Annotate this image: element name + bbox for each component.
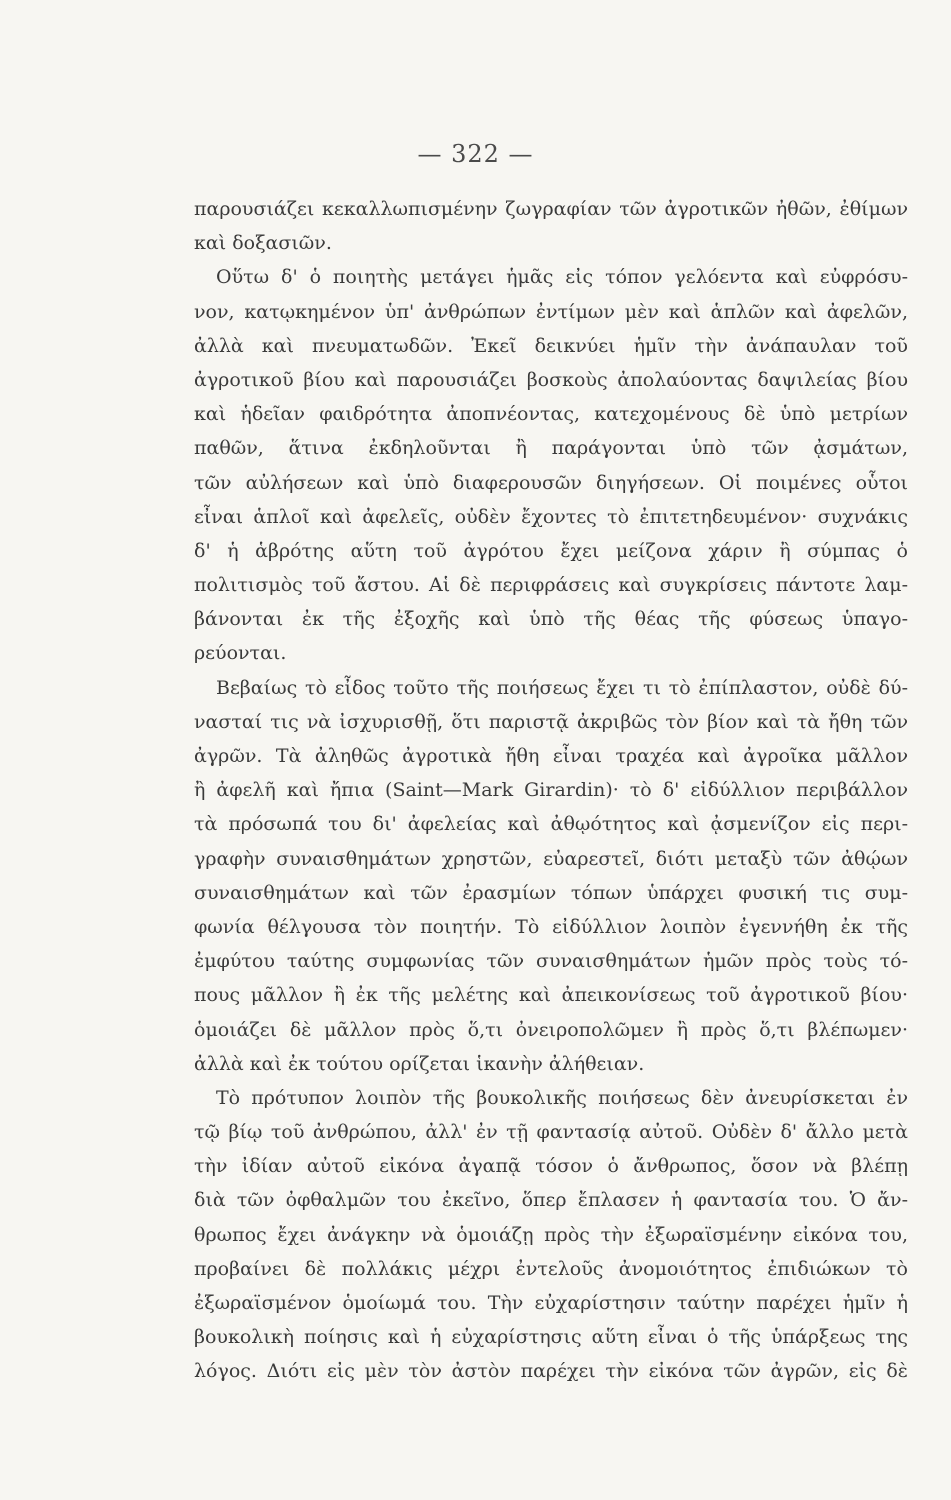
text-line: καὶ ἡδεῖαν φαιδρότητα ἀποπνέοντας, κατεχομένους δὲ ὑπὸ μετρίων	[194, 403, 908, 426]
text-line: φωνία θέλγουσα τὸν ποιητήν. Τὸ εἰδύλλιον λοιπὸν ἐγεννήθη ἐκ τῆς	[194, 915, 908, 938]
text-line: ὁμοιάζει δὲ μᾶλλον πρὸς ὅ,τι ὀνειροπολῶμεν ἢ πρὸς ὅ,τι βλέπωμεν·	[194, 1018, 908, 1041]
text-line: ἐμφύτου ταύτης συμφωνίας τῶν συναισθημάτων ἡμῶν πρὸς τοὺς τό-	[194, 950, 908, 973]
text-line: τῶν αὐλήσεων καὶ ὑπὸ διαφερουσῶν διηγήσεων. Οἱ ποιμένες οὗτοι	[194, 471, 908, 494]
text-line: ἢ ἀφελῆ καὶ ἤπια (Saint—Mark Girardin)· τὸ δ' εἰδύλλιον περιβάλλον	[194, 779, 908, 802]
text-line: γραφὴν συναισθημάτων χρηστῶν, εὐαρεστεῖ, διότι μεταξὺ τῶν ἀθῴων	[194, 847, 908, 870]
text-line: λόγος. Διότι εἰς μὲν τὸν ἀστὸν παρέχει τὴν εἰκόνα τῶν ἀγρῶν, εἰς δὲ	[194, 1360, 908, 1383]
text-line: τῷ βίῳ τοῦ ἀνθρώπου, ἀλλ' ἐν τῇ φαντασίᾳ αὐτοῦ. Οὐδὲν δ' ἄλλο μετὰ	[194, 1121, 908, 1144]
text-line: καὶ δοξασιῶν.	[194, 232, 332, 255]
text-line: παρουσιάζει κεκαλλωπισμένην ζωγραφίαν τῶν ἀγροτικῶν ἠθῶν, ἐθίμων	[194, 198, 908, 220]
text-line: παθῶν, ἅτινα ἐκδηλοῦνται ἢ παράγονται ὑπὸ τῶν ᾀσμάτων,	[194, 437, 908, 460]
text-line: βάνονται ἐκ τῆς ἐξοχῆς καὶ ὑπὸ τῆς θέας τῆς φύσεως ὑπαγο-	[194, 608, 908, 631]
text-line: ἀλλὰ καὶ πνευματωδῶν. Ἐκεῖ δεικνύει ἡμῖν τὴν ἀνάπαυλαν τοῦ	[194, 334, 908, 357]
text-line: νον, κατῳκημένον ὑπ' ἀνθρώπων ἐντίμων μὲν καὶ ἁπλῶν καὶ ἀφελῶν,	[194, 300, 908, 323]
text-line: ἀγροτικοῦ βίου καὶ παρουσιάζει βοσκοὺς ἀπολαύοντας δαψιλείας βίου	[194, 368, 908, 391]
text-line: ἐξωραϊσμένον ὁμοίωμά του. Τὴν εὐχαρίστησιν ταύτην παρέχει ἡμῖν ἡ	[194, 1292, 908, 1314]
paragraph-start-line: Οὕτω δ' ὁ ποιητὴς μετάγει ἡμᾶς εἰς τόπον γελόεντα καὶ εὐφρόσυ-	[216, 266, 908, 289]
text-line: εἶναι ἁπλοῖ καὶ ἀφελεῖς, οὐδὲν ἔχοντες τὸ ἐπιτετηδευμένον· συχνάκις	[194, 505, 908, 528]
text-line: ρεύονται.	[194, 642, 287, 665]
paragraph-start-line: Τὸ πρότυπον λοιπὸν τῆς βουκολικῆς ποιήσεως δὲν ἀνευρίσκεται ἐν	[216, 1086, 908, 1109]
text-line: τὴν ἰδίαν αὐτοῦ εἰκόνα ἀγαπᾷ τόσον ὁ ἄνθρωπος, ὅσον νὰ βλέπῃ	[194, 1155, 908, 1178]
text-line: ἀλλὰ καὶ ἐκ τούτου ορίζεται ἱκανὴν ἀλήθειαν.	[194, 1052, 645, 1075]
text-line: συναισθημάτων καὶ τῶν ἐρασμίων τόπων ὑπάρχει φυσική τις συμ-	[194, 881, 908, 904]
page-number: — 322 —	[417, 140, 534, 168]
body-text	[194, 192, 908, 1389]
paragraph-start-line: Βεβαίως τὸ εἶδος τοῦτο τῆς ποιήσεως ἔχει τι τὸ ἐπίπλαστον, οὐδὲ δύ-	[216, 676, 908, 699]
text-line: νασταί τις νὰ ἰσχυρισθῇ, ὅτι παριστᾷ ἀκριβῶς τὸν βίον καὶ τὰ ἤθη τῶν	[194, 710, 908, 733]
text-line: ἀγρῶν. Τὰ ἀληθῶς ἀγροτικὰ ἤθη εἶναι τραχέα καὶ ἀγροῖκα μᾶλλον	[194, 745, 908, 767]
text-line: πολιτισμὸς τοῦ ἄστου. Αἱ δὲ περιφράσεις καὶ συγκρίσεις πάντοτε λαμ-	[194, 574, 908, 597]
text-line: βουκολικὴ ποίησις καὶ ἡ εὐχαρίστησις αὕτη εἶναι ὁ τῆς ὑπάρξεως της	[194, 1326, 908, 1349]
text-line: πους μᾶλλον ἢ ἐκ τῆς μελέτης καὶ ἀπεικονίσεως τοῦ ἀγροτικοῦ βίου·	[194, 984, 908, 1007]
text-line: διὰ τῶν ὀφθαλμῶν του ἐκεῖνο, ὅπερ ἔπλασεν ἡ φαντασία του. Ὁ ἄν-	[194, 1189, 908, 1212]
text-line: θρωπος ἔχει ἀνάγκην νὰ ὁμοιάζῃ πρὸς τὴν ἐξωραϊσμένην εἰκόνα του,	[194, 1223, 908, 1246]
text-line: τὰ πρόσωπά του δι' ἀφελείας καὶ ἀθῳότητος καὶ ᾀσμενίζον εἰς περι-	[194, 813, 908, 836]
text-line: προβαίνει δὲ πολλάκις μέχρι ἐντελοῦς ἀνομοιότητος ἐπιδιώκων τὸ	[194, 1257, 908, 1280]
text-line: δ' ἡ ἁβρότης αὕτη τοῦ ἀγρότου ἔχει μείζονα χάριν ἢ σύμπας ὁ	[194, 539, 908, 562]
